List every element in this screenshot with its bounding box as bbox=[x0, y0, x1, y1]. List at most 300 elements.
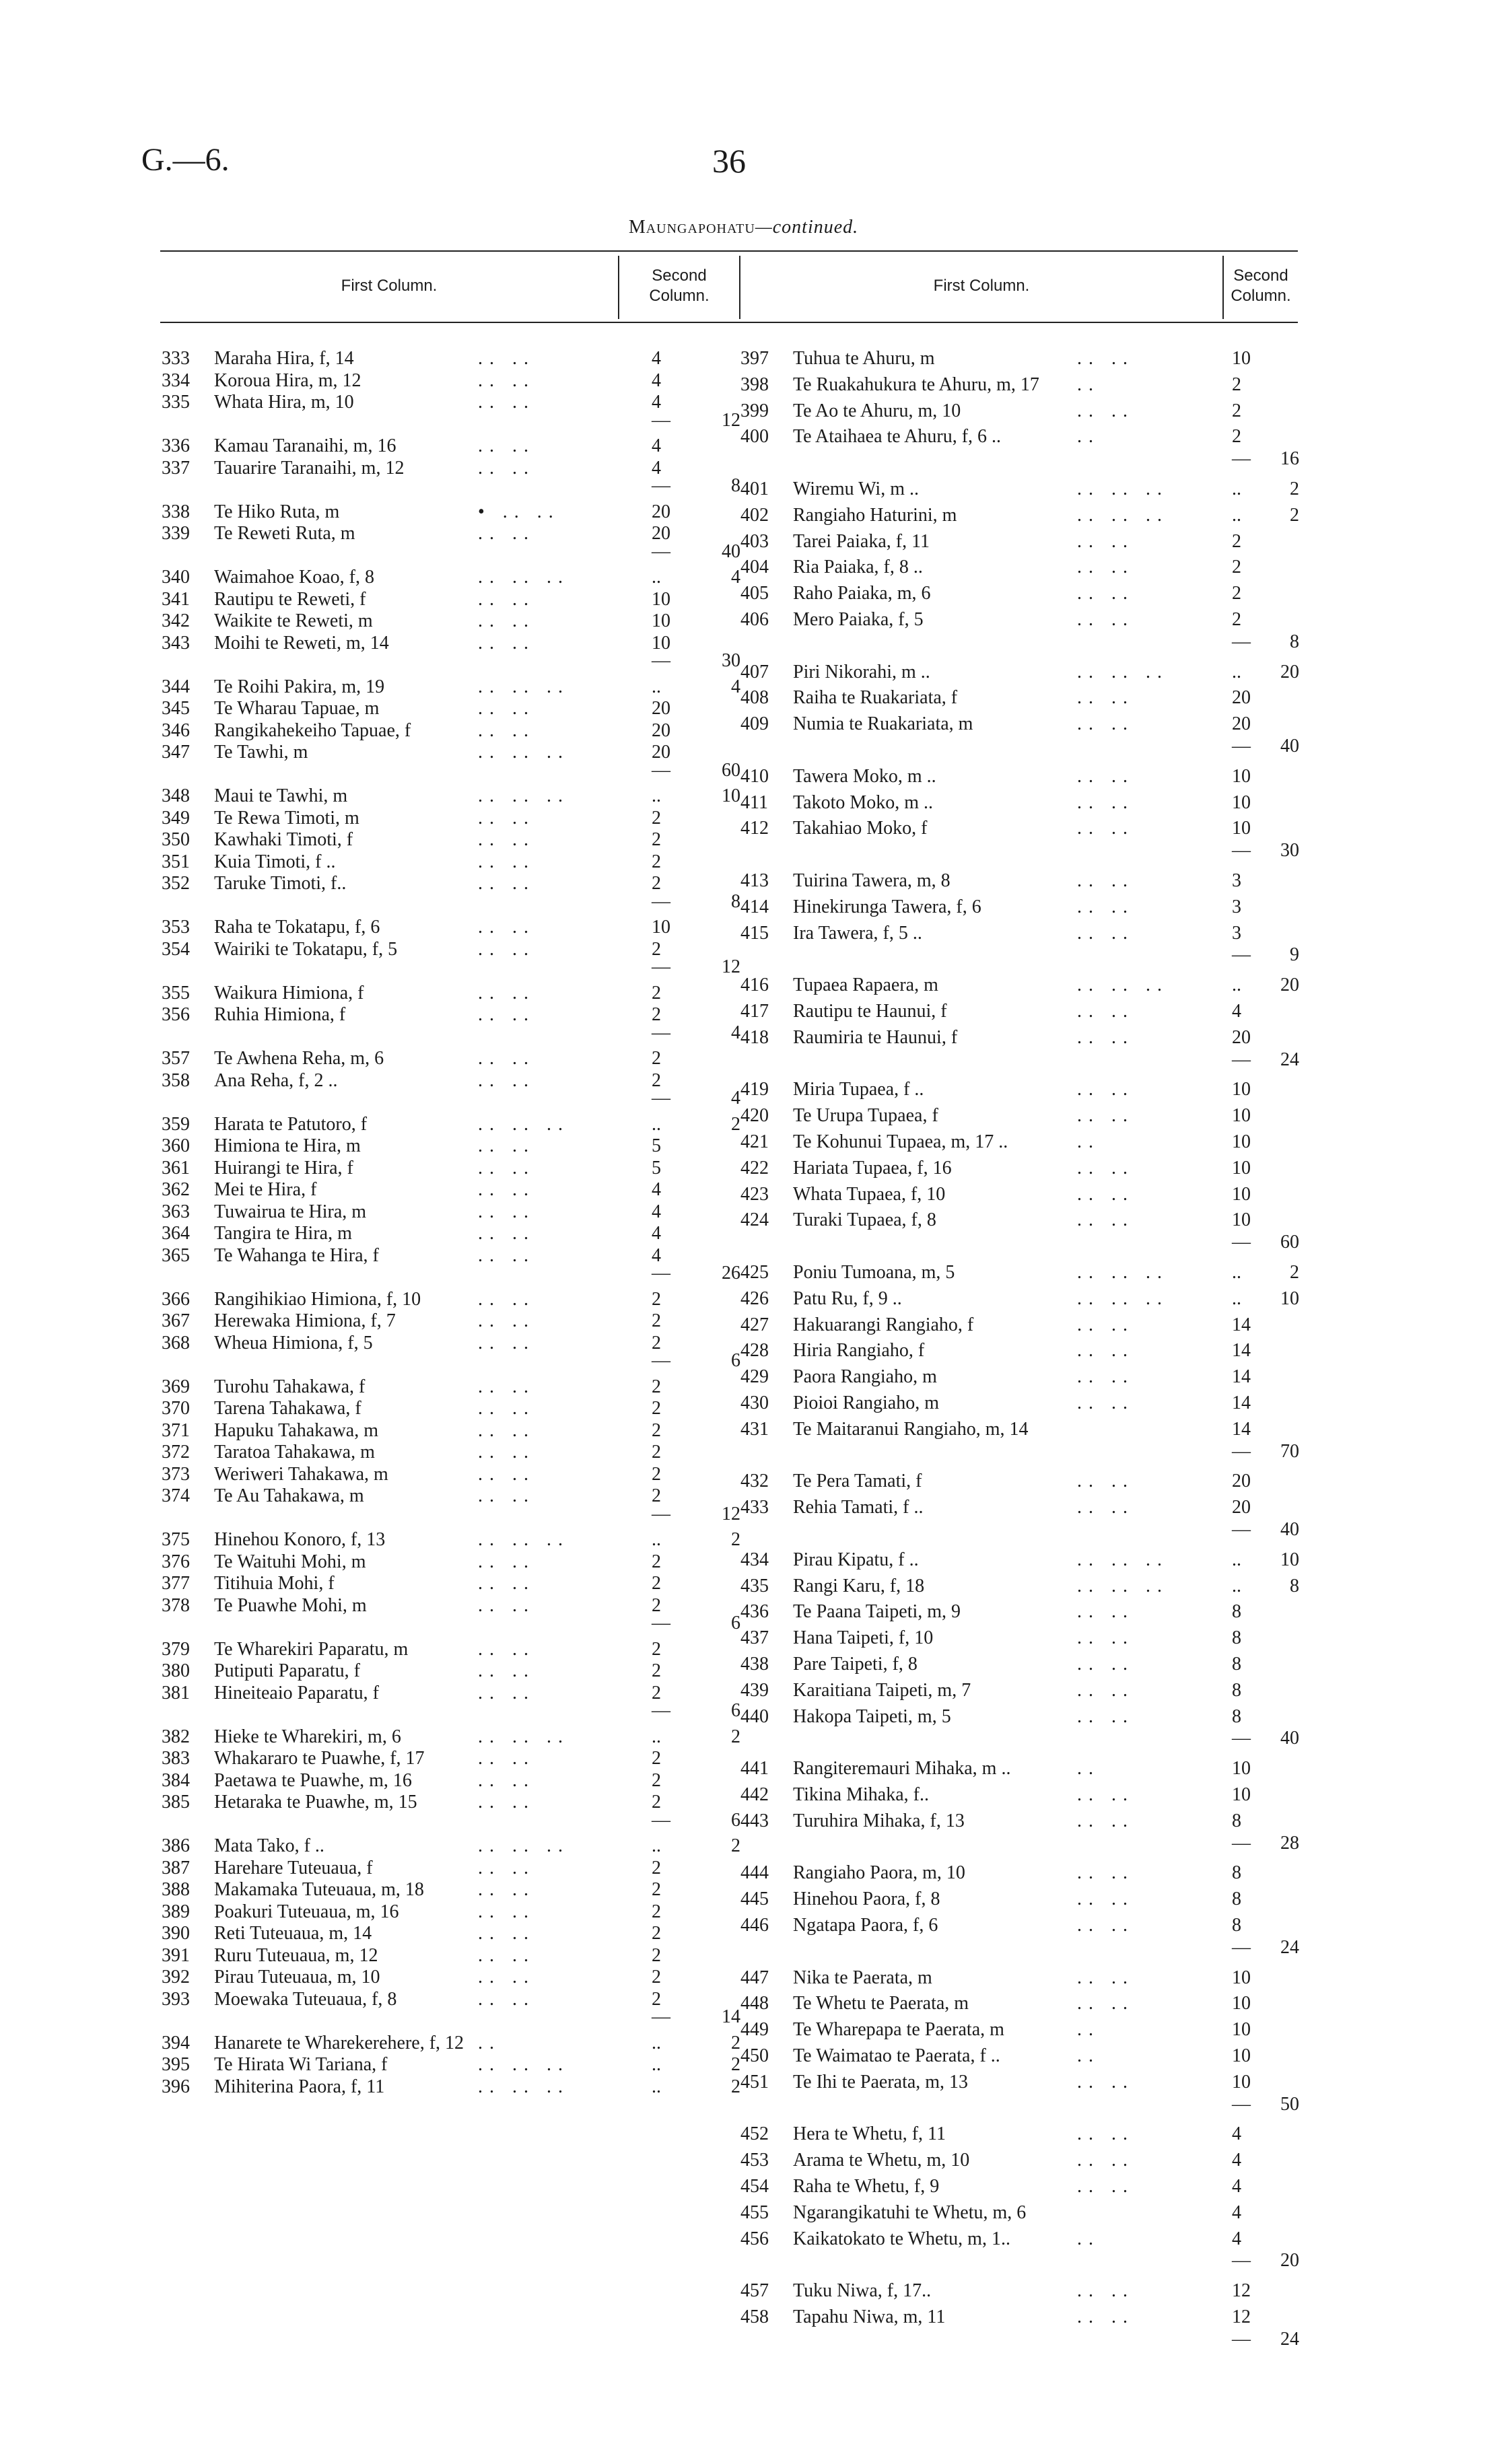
subtotal-row bbox=[740, 1441, 1299, 1463]
entry-name: Taruke Timoti, f.. bbox=[214, 873, 347, 894]
register-row bbox=[740, 531, 1299, 553]
register-row bbox=[740, 2019, 1299, 2041]
register-row bbox=[740, 2307, 1299, 2328]
register-row bbox=[740, 505, 1299, 526]
leader-dots: .. bbox=[1077, 2045, 1100, 2066]
register-row bbox=[740, 1079, 1299, 1100]
group-total-value: 2 bbox=[731, 1726, 740, 1747]
leader-dots: .. .. bbox=[1077, 1862, 1134, 1884]
leader-dots: .. .. bbox=[1077, 2150, 1134, 2171]
entry-name: Hanarete te Wharekerehere, f, 12 bbox=[214, 2032, 464, 2053]
leader-dots: .. .. bbox=[478, 938, 535, 960]
entry-name: Ana Reha, f, 2 .. bbox=[214, 1069, 338, 1091]
second-column-value: — bbox=[652, 1088, 670, 1108]
entry-number: 423 bbox=[740, 1183, 769, 1205]
entry-name: Takahiao Moko, f bbox=[793, 818, 928, 839]
group-total-value: 2 bbox=[731, 2054, 740, 2075]
entry-number: 430 bbox=[740, 1393, 769, 1413]
second-column-value: .. bbox=[652, 676, 661, 697]
register-row bbox=[162, 1114, 740, 1135]
subtotal-row bbox=[740, 1937, 1299, 1959]
register-row bbox=[740, 1340, 1299, 1362]
entry-name: Kuia Timoti, f .. bbox=[214, 851, 336, 872]
entry-name: Hieke te Wharekiri, m, 6 bbox=[214, 1726, 401, 1747]
entry-number: 451 bbox=[740, 2071, 769, 2092]
entry-number: 388 bbox=[162, 1879, 190, 1900]
second-column-value: — bbox=[652, 2006, 670, 2027]
entry-number: 456 bbox=[740, 2228, 769, 2249]
entry-name: Tarena Tahakawa, f bbox=[214, 1398, 361, 1419]
second-column-value: 10 bbox=[1232, 1131, 1251, 1152]
register-row bbox=[162, 1726, 740, 1748]
second-column-value: 2 bbox=[652, 1988, 661, 2010]
register-row bbox=[162, 1398, 740, 1419]
entry-name: Ngarangikatuhi te Whetu, m, 6 bbox=[793, 2202, 1027, 2223]
entry-number: 410 bbox=[740, 765, 769, 787]
group-total-value: 60 bbox=[1280, 1232, 1299, 1253]
entry-name: Ria Paiaka, f, 8 .. bbox=[793, 557, 923, 578]
register-row bbox=[740, 348, 1299, 369]
leader-dots: .. .. bbox=[1077, 922, 1134, 944]
second-column-value: 2 bbox=[652, 1004, 661, 1025]
leader-dots: .. .. bbox=[1077, 400, 1134, 421]
leader-dots: .. .. bbox=[478, 1485, 535, 1506]
entry-number: 421 bbox=[740, 1131, 769, 1152]
second-column-value: 20 bbox=[652, 501, 670, 522]
header-second-left-line1: Second bbox=[652, 267, 707, 285]
entry-number: 452 bbox=[740, 2123, 769, 2145]
second-column-value: 10 bbox=[1232, 1157, 1251, 1178]
subtotal-row bbox=[162, 1263, 740, 1284]
register-row bbox=[162, 1376, 740, 1398]
entry-number: 427 bbox=[740, 1314, 769, 1335]
second-column-value: 2 bbox=[652, 1442, 661, 1463]
leader-dots: .. .. bbox=[1077, 818, 1134, 839]
second-column-value: 20 bbox=[1232, 1026, 1251, 1048]
register-row bbox=[162, 1660, 740, 1682]
second-column-value: 2 bbox=[652, 1638, 661, 1660]
register-row bbox=[740, 1471, 1299, 1492]
entry-name: Mero Paiaka, f, 5 bbox=[793, 609, 924, 630]
register-row bbox=[740, 1810, 1299, 1832]
leader-dots: .. .. bbox=[478, 1157, 535, 1178]
entry-number: 348 bbox=[162, 785, 190, 806]
register-row bbox=[162, 1967, 740, 1988]
entry-number: 352 bbox=[162, 873, 190, 894]
register-row bbox=[162, 1879, 740, 1901]
entry-name: Raumiria te Haunui, f bbox=[793, 1026, 958, 1048]
entry-number: 414 bbox=[740, 896, 769, 917]
second-column-value: 4 bbox=[1232, 1001, 1241, 1022]
entry-name: Tuhua te Ahuru, m bbox=[793, 348, 935, 369]
group-total-value: 2 bbox=[1290, 504, 1299, 526]
register-row bbox=[740, 1158, 1299, 1179]
entry-name: Huirangi te Hira, f bbox=[214, 1157, 353, 1178]
register-row bbox=[740, 687, 1299, 709]
second-column-value: — bbox=[652, 1700, 670, 1721]
leader-dots: .. .. bbox=[478, 1376, 535, 1397]
entry-number: 344 bbox=[162, 676, 190, 697]
entry-name: Ngatapa Paora, f, 6 bbox=[793, 1915, 938, 1936]
leader-dots: .. .. .. bbox=[1077, 661, 1169, 682]
leader-dots: .. .. .. bbox=[1077, 479, 1169, 499]
second-column-value: 4 bbox=[1232, 2123, 1241, 2145]
leader-dots: .. .. bbox=[1077, 2071, 1134, 2092]
leader-dots: • .. .. bbox=[478, 501, 560, 522]
register-row bbox=[740, 2202, 1299, 2224]
register-row bbox=[162, 1442, 740, 1463]
leader-dots: .. .. .. bbox=[478, 2054, 569, 2075]
entry-name: Raha te Whetu, f, 9 bbox=[793, 2176, 940, 2197]
second-column-value: .. bbox=[1232, 661, 1241, 682]
entry-name: Te Wharekiri Paparatu, m bbox=[214, 1638, 409, 1660]
leader-dots: .. .. bbox=[1077, 1654, 1134, 1675]
entry-number: 453 bbox=[740, 2150, 769, 2171]
register-row bbox=[162, 1770, 740, 1792]
leader-dots: .. .. .. bbox=[478, 1726, 569, 1747]
leader-dots: .. .. bbox=[478, 1748, 535, 1769]
second-column-value: 8 bbox=[1232, 1889, 1241, 1910]
group-total-value: 28 bbox=[1280, 1832, 1299, 1854]
entry-number: 442 bbox=[740, 1784, 769, 1805]
entry-number: 375 bbox=[162, 1529, 190, 1550]
entry-name: Tupaea Rapaera, m bbox=[793, 975, 938, 996]
group-total-value: 4 bbox=[731, 1022, 740, 1043]
entry-number: 340 bbox=[162, 567, 190, 588]
second-column-value: — bbox=[1232, 2093, 1251, 2115]
header-first-column-left: First Column. bbox=[341, 277, 438, 295]
leader-dots: .. .. bbox=[478, 1463, 535, 1485]
subtotal-row bbox=[740, 2250, 1299, 2272]
entry-number: 389 bbox=[162, 1901, 190, 1922]
entry-number: 403 bbox=[740, 530, 769, 552]
second-column-value: 3 bbox=[1232, 896, 1241, 917]
entry-name: Tawera Moko, m .. bbox=[793, 765, 936, 787]
entry-number: 447 bbox=[740, 1967, 769, 1988]
entry-name: Te Reweti Ruta, m bbox=[214, 523, 355, 544]
leader-dots: .. .. bbox=[1077, 896, 1134, 917]
entry-name: Rangikahekeiho Tapuae, f bbox=[214, 719, 411, 741]
second-column-value: — bbox=[652, 540, 670, 562]
entry-number: 366 bbox=[162, 1288, 190, 1310]
entry-name: Rangihikiao Himiona, f, 10 bbox=[214, 1288, 421, 1310]
leader-dots: .. .. .. bbox=[1077, 504, 1169, 526]
second-column-value: .. bbox=[652, 1529, 661, 1550]
leader-dots: .. .. bbox=[1077, 1314, 1134, 1335]
entry-name: Moihi te Reweti, m, 14 bbox=[214, 632, 389, 654]
second-column-value: — bbox=[1232, 1728, 1251, 1749]
entry-name: Te Roihi Pakira, m, 19 bbox=[214, 676, 385, 697]
register-row bbox=[162, 1858, 740, 1879]
subtotal-row bbox=[740, 1519, 1299, 1541]
entry-name: Hera te Whetu, f, 11 bbox=[793, 2123, 946, 2145]
leader-dots: .. .. bbox=[1077, 1157, 1134, 1178]
second-column-value: 2 bbox=[652, 829, 661, 850]
entry-number: 392 bbox=[162, 1967, 190, 1987]
second-column-value: 2 bbox=[1232, 374, 1241, 395]
entry-name: Harata te Patutoro, f bbox=[214, 1113, 368, 1135]
entry-number: 383 bbox=[162, 1748, 190, 1769]
register-row bbox=[162, 1529, 740, 1551]
register-row bbox=[740, 1288, 1299, 1310]
leader-dots: .. .. bbox=[1077, 1627, 1134, 1649]
second-column-value: 2 bbox=[652, 851, 661, 872]
group-total-value: 40 bbox=[1280, 1728, 1299, 1749]
subtotal-row bbox=[740, 1728, 1299, 1749]
leader-dots: .. .. bbox=[1077, 1889, 1134, 1910]
subtotal-row bbox=[162, 760, 740, 781]
register-row bbox=[740, 1627, 1299, 1649]
entry-number: 354 bbox=[162, 938, 190, 960]
leader-dots: .. .. bbox=[478, 1332, 535, 1353]
second-column-value: 2 bbox=[652, 1594, 661, 1616]
second-column-value: .. bbox=[1232, 975, 1241, 996]
entry-name: Te Awhena Reha, m, 6 bbox=[214, 1048, 384, 1069]
second-column-value: 2 bbox=[652, 1682, 661, 1703]
register-row bbox=[740, 923, 1299, 944]
entry-number: 444 bbox=[740, 1862, 769, 1884]
entry-name: Pioioi Rangiaho, m bbox=[793, 1393, 939, 1413]
second-column-value: 14 bbox=[1232, 1393, 1251, 1413]
entry-number: 346 bbox=[162, 719, 190, 741]
entry-number: 360 bbox=[162, 1135, 190, 1156]
group-total-value: 10 bbox=[722, 785, 740, 806]
subtotal-row bbox=[740, 1833, 1299, 1854]
entry-name: Poniu Tumoana, m, 5 bbox=[793, 1262, 955, 1283]
leader-dots: .. .. bbox=[1077, 1497, 1134, 1518]
leader-dots: .. .. bbox=[1077, 870, 1134, 891]
entry-name: Te Ao te Ahuru, m, 10 bbox=[793, 400, 961, 421]
entry-number: 351 bbox=[162, 851, 190, 872]
entry-number: 341 bbox=[162, 588, 190, 610]
register-row bbox=[740, 2045, 1299, 2067]
entry-number: 356 bbox=[162, 1004, 190, 1025]
second-column-value: 10 bbox=[1232, 2019, 1251, 2041]
entry-number: 439 bbox=[740, 1679, 769, 1701]
second-column-value: 2 bbox=[652, 1792, 661, 1812]
entry-name: Nika te Paerata, m bbox=[793, 1967, 932, 1988]
entry-name: Hinehou Konoro, f, 13 bbox=[214, 1529, 386, 1550]
leader-dots: .. .. .. bbox=[478, 2076, 569, 2097]
subtotal-row bbox=[162, 1613, 740, 1634]
entry-name: Hakopa Taipeti, m, 5 bbox=[793, 1705, 951, 1727]
second-column-value: 2 bbox=[652, 807, 661, 829]
leader-dots: .. .. bbox=[478, 719, 535, 741]
register-row bbox=[162, 851, 740, 873]
entry-name: Maui te Tawhi, m bbox=[214, 785, 348, 806]
register-row bbox=[162, 567, 740, 588]
second-column-value: 4 bbox=[652, 1223, 661, 1244]
entry-name: Hinehou Paora, f, 8 bbox=[793, 1889, 940, 1910]
second-column-value: 20 bbox=[1232, 687, 1251, 709]
entry-number: 441 bbox=[740, 1758, 769, 1780]
leader-dots: .. .. bbox=[478, 1660, 535, 1681]
second-column-value: 5 bbox=[652, 1135, 661, 1156]
subtotal-row bbox=[162, 1022, 740, 1044]
leader-dots: .. .. bbox=[1077, 713, 1134, 735]
second-column-value: 2 bbox=[652, 873, 661, 894]
second-column-value: .. bbox=[1232, 1262, 1241, 1283]
second-column-value: — bbox=[652, 1503, 670, 1524]
second-column-value: 10 bbox=[1232, 1758, 1251, 1780]
leader-dots: .. .. bbox=[478, 457, 535, 479]
leader-dots: .. .. bbox=[478, 1398, 535, 1419]
register-row bbox=[740, 1314, 1299, 1336]
second-column-value: 10 bbox=[1232, 818, 1251, 839]
entry-name: Te Hiko Ruta, m bbox=[214, 501, 340, 522]
entry-number: 426 bbox=[740, 1288, 769, 1309]
second-column-value: 4 bbox=[652, 457, 661, 479]
entry-number: 401 bbox=[740, 479, 769, 499]
register-row bbox=[740, 2280, 1299, 2302]
second-column-value: 2 bbox=[652, 1398, 661, 1419]
group-total-value: 2 bbox=[731, 2032, 740, 2053]
leader-dots: .. .. bbox=[1077, 2176, 1134, 2197]
register-row bbox=[162, 2076, 740, 2098]
leader-dots: .. .. bbox=[478, 1179, 535, 1200]
group-total-value: 14 bbox=[722, 2006, 740, 2027]
register-row bbox=[740, 818, 1299, 839]
second-column-value: 2 bbox=[652, 1573, 661, 1594]
leader-dots: .. .. bbox=[1077, 348, 1134, 369]
entry-name: Hinekirunga Tawera, f, 6 bbox=[793, 896, 981, 917]
group-total-value: 12 bbox=[722, 1503, 740, 1524]
register-row bbox=[740, 1889, 1299, 1910]
entry-name: Weriweri Tahakawa, m bbox=[214, 1463, 388, 1485]
leader-dots: .. .. .. bbox=[478, 785, 569, 806]
entry-name: Pirau Kipatu, f .. bbox=[793, 1549, 919, 1570]
register-row bbox=[162, 1289, 740, 1310]
register-row bbox=[162, 808, 740, 829]
second-column-value: 14 bbox=[1232, 1340, 1251, 1362]
entry-name: Tarei Paiaka, f, 11 bbox=[793, 530, 930, 552]
entry-name: Kawhaki Timoti, f bbox=[214, 829, 353, 850]
second-column-value: 8 bbox=[1232, 1601, 1241, 1623]
page-number: 36 bbox=[712, 142, 746, 180]
second-column-value: 20 bbox=[1232, 1497, 1251, 1518]
register-row bbox=[740, 1001, 1299, 1022]
leader-dots: .. .. bbox=[478, 1879, 535, 1900]
entry-number: 413 bbox=[740, 870, 769, 891]
leader-dots: .. .. bbox=[1077, 609, 1134, 630]
entry-name: Rangiaho Paora, m, 10 bbox=[793, 1862, 965, 1884]
entry-number: 345 bbox=[162, 698, 190, 719]
entry-name: Raiha te Ruakariata, f bbox=[793, 687, 958, 709]
entry-name: Waikite te Reweti, m bbox=[214, 610, 373, 631]
leader-dots: .. .. .. bbox=[1077, 1575, 1169, 1596]
leader-dots: .. .. bbox=[1077, 1705, 1134, 1727]
register-row bbox=[740, 713, 1299, 735]
second-column-value: 2 bbox=[652, 1332, 661, 1353]
second-column-value: — bbox=[1232, 1936, 1251, 1958]
second-column-value: 8 bbox=[1232, 1654, 1241, 1675]
second-column-value: 8 bbox=[1232, 1627, 1241, 1649]
entry-name: Tangira te Hira, m bbox=[214, 1223, 352, 1244]
entry-number: 445 bbox=[740, 1889, 769, 1910]
subtotal-row bbox=[162, 956, 740, 978]
second-column-value: 10 bbox=[1232, 1079, 1251, 1100]
group-total-value: 9 bbox=[1290, 944, 1299, 966]
register-row bbox=[162, 1923, 740, 1944]
group-total-value: 26 bbox=[722, 1263, 740, 1283]
entry-name: Hana Taipeti, f, 10 bbox=[793, 1627, 934, 1649]
entry-name: Karaitiana Taipeti, m, 7 bbox=[793, 1679, 971, 1701]
entry-number: 429 bbox=[740, 1366, 769, 1388]
leader-dots: .. .. bbox=[1077, 530, 1134, 552]
entry-name: Hariata Tupaea, f, 16 bbox=[793, 1157, 952, 1178]
leader-dots: .. .. bbox=[478, 1135, 535, 1156]
entry-name: Hakuarangi Rangiaho, f bbox=[793, 1314, 974, 1335]
entry-number: 387 bbox=[162, 1857, 190, 1878]
subtotal-row bbox=[162, 541, 740, 563]
entry-name: Makamaka Tuteuaua, m, 18 bbox=[214, 1879, 424, 1900]
entry-number: 334 bbox=[162, 369, 190, 391]
leader-dots: .. .. bbox=[478, 392, 535, 413]
entry-name: Tauarire Taranaihi, m, 12 bbox=[214, 457, 405, 479]
second-column-value: — bbox=[652, 956, 670, 977]
register-row bbox=[740, 1706, 1299, 1728]
second-column-value: — bbox=[1232, 1440, 1251, 1462]
second-column-value: 2 bbox=[1232, 609, 1241, 630]
entry-name: Ruhia Himiona, f bbox=[214, 1004, 346, 1025]
entry-name: Reti Tuteuaua, m, 14 bbox=[214, 1923, 372, 1944]
second-column-value: 14 bbox=[1232, 1418, 1251, 1440]
entry-name: Wiremu Wi, m .. bbox=[793, 479, 919, 499]
entry-name: Turohu Tahakawa, f bbox=[214, 1376, 366, 1397]
second-column-value: — bbox=[652, 1809, 670, 1831]
entry-name: Tapahu Niwa, m, 11 bbox=[793, 2307, 946, 2327]
entry-name: Raha te Tokatapu, f, 6 bbox=[214, 917, 380, 938]
second-column-value: 2 bbox=[652, 982, 661, 1004]
register-row bbox=[740, 2176, 1299, 2197]
section-title-suffix: —continued. bbox=[755, 217, 859, 238]
entry-name: Numia te Ruakariata, m bbox=[793, 713, 973, 735]
entry-number: 349 bbox=[162, 807, 190, 829]
group-total-value: 70 bbox=[1280, 1440, 1299, 1462]
leader-dots: .. .. bbox=[478, 1551, 535, 1572]
group-total-value: 6 bbox=[731, 1809, 740, 1831]
second-column-value: .. bbox=[652, 1113, 661, 1135]
second-column-value: — bbox=[652, 650, 670, 671]
entry-name: Rangiteremauri Mihaka, m .. bbox=[793, 1758, 1011, 1780]
second-column-value: 20 bbox=[652, 719, 670, 741]
register-row bbox=[162, 1835, 740, 1857]
entry-number: 412 bbox=[740, 818, 769, 839]
register-row bbox=[162, 1573, 740, 1594]
group-total-value: 50 bbox=[1280, 2093, 1299, 2115]
second-column-value: 4 bbox=[1232, 2228, 1241, 2249]
subtotal-row bbox=[162, 1088, 740, 1109]
register-row bbox=[162, 720, 740, 742]
second-column-value: 4 bbox=[652, 369, 661, 391]
subtotal-row bbox=[162, 650, 740, 672]
leader-dots: .. .. bbox=[478, 1419, 535, 1441]
register-row bbox=[162, 1201, 740, 1223]
header-second-column-right bbox=[1224, 266, 1298, 306]
entry-number: 450 bbox=[740, 2045, 769, 2066]
entry-number: 424 bbox=[740, 1209, 769, 1231]
second-column-value: .. bbox=[652, 2032, 661, 2053]
leader-dots: .. .. .. bbox=[478, 742, 569, 763]
second-column-value: 8 bbox=[1232, 1810, 1241, 1831]
entry-number: 420 bbox=[740, 1105, 769, 1127]
second-column-value: — bbox=[1232, 944, 1251, 966]
register-row bbox=[740, 1366, 1299, 1388]
section-title bbox=[0, 217, 1487, 238]
leader-dots: .. .. bbox=[478, 1967, 535, 1987]
second-column-value: — bbox=[1232, 2328, 1251, 2350]
second-column-value: 14 bbox=[1232, 1314, 1251, 1335]
